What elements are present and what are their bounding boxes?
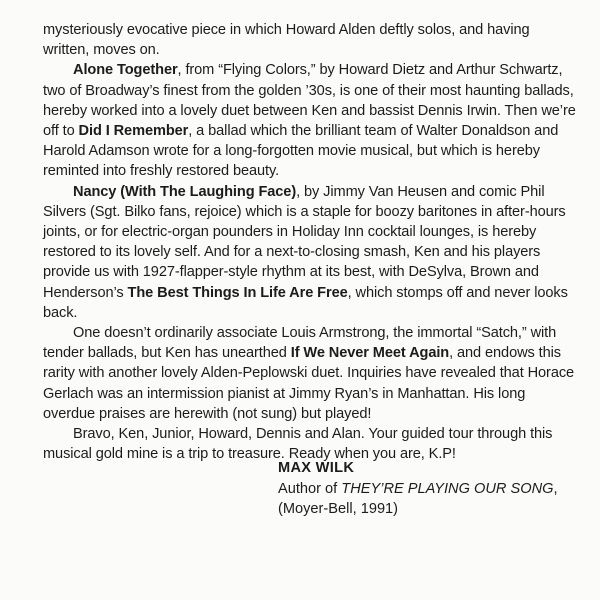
song-title-nancy: Nancy (With The Laughing Face) <box>73 183 297 200</box>
liner-notes-body <box>43 20 577 464</box>
paragraph-3-text-1: , by Jimmy Van Heusen and comic Phil Silvers (Sgt. Bilko fans, rejoice) which is a staple for boozy baritones in after-hours joints, or for electric-organ pounders in Holiday Inn cocktail lounges, is hereby restored to its lovely self. And for a next-to-closing smash, Ken and his players provide us with 1927-flapper-style rhythm at its best, with DeSylva, Brown and Henderson’s <box>43 183 566 301</box>
author-book-title: THEY’RE PLAYING OUR SONG <box>341 480 554 497</box>
paragraph-4 <box>43 323 577 424</box>
song-title-if-we-never-meet-again: If We Never Meet Again <box>290 345 450 362</box>
song-title-did-i-remember: Did I Remember <box>78 123 189 140</box>
paragraph-1-text: mysteriously evocative piece in which Howard Alden deftly solos, and having written, moves on. <box>43 22 530 59</box>
paragraph-2-text-2: , a ballad which the brilliant team of Walter Donaldson and Harold Adamson wrote for a long-forgotten movie musical, but which is hereby reminted into freshly restored beauty. <box>43 123 559 180</box>
song-title-best-things: The Best Things In Life Are Free <box>127 284 348 301</box>
author-name: MAX WILK <box>278 460 355 476</box>
paragraph-3 <box>43 182 577 323</box>
paragraph-4-text-1: One doesn’t ordinarily associate Louis Armstrong, the immortal “Satch,” with tender ballads, but Ken has unearthed <box>43 325 557 362</box>
signature-block <box>278 458 558 520</box>
paragraph-3-text-2: , which stomps off and never looks back. <box>43 284 568 321</box>
author-credit-prefix: Author of <box>278 480 342 497</box>
song-title-alone-together: Alone Together <box>73 62 178 79</box>
author-credit-suffix: , <box>553 480 558 497</box>
author-publisher: (Moyer-Bell, 1991) <box>278 501 399 517</box>
author-credit <box>278 479 558 500</box>
paragraph-2-text-1: , from “Flying Colors,” by Howard Dietz and Arthur Schwartz, two of Broadway’s finest from the golden ’30s, is one of their most haunting ballads, hereby worked into a lovely duet between Ken and bassist Dennis Irwin. Then we’re off to <box>43 62 576 140</box>
paragraph-2 <box>43 60 577 181</box>
paragraph-1 <box>43 20 577 60</box>
paragraph-5-text: Bravo, Ken, Junior, Howard, Dennis and Alan. Your guided tour through this musical gold mine is a trip to treasure. Ready when you are, K.P! <box>43 426 553 463</box>
paragraph-4-text-2: , and endows this rarity with another lovely Alden-Peplowski duet. Inquiries have revealed that Horace Gerlach was an intermission pianist at Jimmy Ryan’s in Manhattan. His long overdue praises are herewith (not sung) but played! <box>43 345 575 422</box>
